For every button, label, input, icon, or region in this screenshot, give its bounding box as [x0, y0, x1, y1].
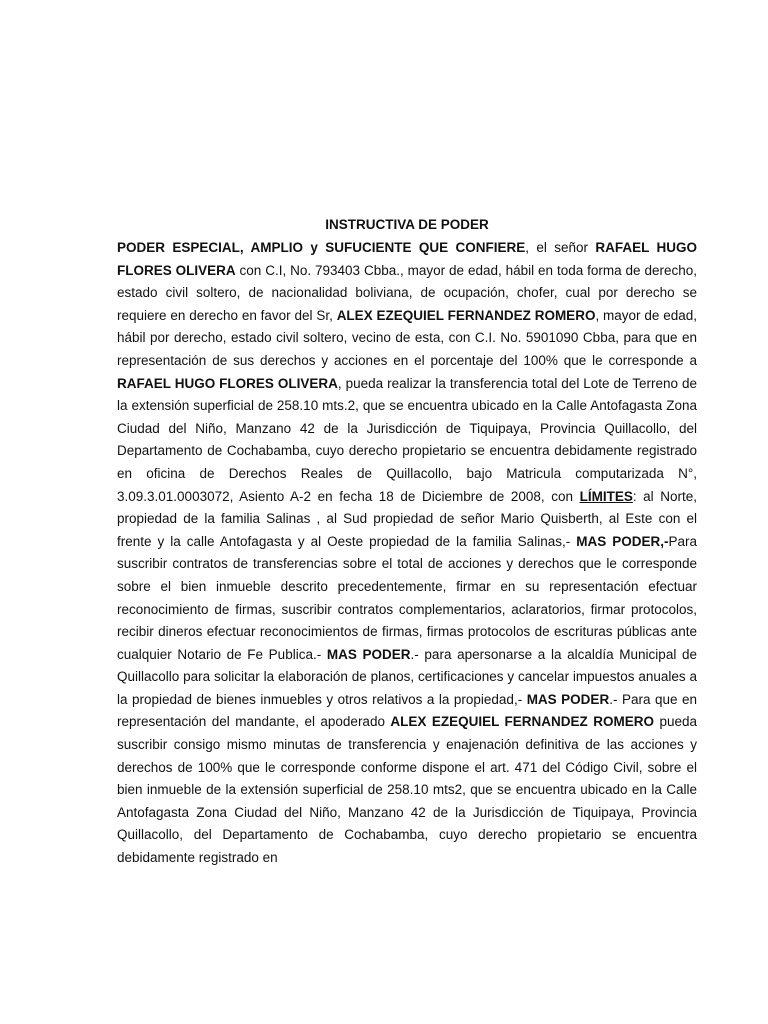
- mas-poder-heading: MAS PODER: [526, 691, 610, 707]
- text-segment: , el señor: [525, 240, 596, 255]
- grantor-name: RAFAEL HUGO FLORES OLIVERA: [117, 375, 338, 391]
- text-segment: .- para apersonarse a la alcaldía Municipal de Quillacollo para solicitar la elaboración de planos, certificaciones y cancelar impuestos anuales a la propiedad de bienes inmuebles y otros relativos a la propiedad,-: [117, 646, 697, 707]
- attorney-name: ALEX EZEQUIEL FERNANDEZ ROMERO: [336, 307, 596, 323]
- limits-heading: [580, 489, 633, 504]
- mas-poder-heading: MAS PODER,-: [576, 533, 669, 549]
- text-segment: , mayor de edad, hábil por derecho, estado civil soltero, vecino de esta, con C.I. No. 5901090 Cbba, para que en representación de sus derechos y acciones en el porcentaje del 100% que le corresponde a: [117, 307, 697, 368]
- text-segment: , pueda realizar la transferencia total del Lote de Terreno de la extensión superficial de 258.10 mts.2, que se encuentra ubicado en la Calle Antofagasta Zona Ciudad del Niño, Manzano 42 de la Jurisdicción de Tiquipaya, Provincia Quillacollo, del Departamento de Cochabamba, cuyo derecho propietario se encuentra debidamente registrado en oficina de Derechos Reales de Quillacollo, bajo Matricula computarizada N°, 3.09.3.01.0003072, Asiento A-2 en fecha 18 de Diciembre de 2008, con: [117, 375, 698, 504]
- document-title: INSTRUCTIVA DE PODER: [325, 217, 489, 232]
- document-body: [117, 237, 697, 870]
- text-segment: : al Norte, propiedad de la familia Salinas , al Sud propiedad de señor Mario Quisberth, al Este con el frente y la calle Antofagasta y al Oeste propiedad de la familia Salinas,-: [117, 488, 697, 549]
- grantor-name: RAFAEL HUGO FLORES OLIVERA: [117, 240, 698, 278]
- mas-poder-heading: MAS PODER: [326, 646, 411, 662]
- attorney-name: ALEX EZEQUIEL FERNANDEZ ROMERO: [390, 714, 655, 730]
- text-segment: .- Para que en representación del mandante, el apoderado: [117, 691, 697, 730]
- text-segment: con C.I, No. 793403 Cbba., mayor de edad, hábil en toda forma de derecho, estado civil soltero, de nacionalidad boliviana, de ocupación, chofer, cual por derecho se requiere en derecho en favor del Sr,: [117, 262, 697, 323]
- text-segment: Para suscribir contratos de transferencias sobre el total de acciones y derechos que le corresponde sobre el bien inmueble descrito precedentemente, firmar en su representación efectuar reconocimiento de firmas, suscribir contratos complementarios, aclaratorios, firmar protocolos, recibir dineros efectuar reconocimientos de firmas, firmas protocolos de escrituras públicas ante cualquier Notario de Fe Publica.-: [117, 533, 697, 662]
- limits-heading-text: LÍMITES: [579, 488, 633, 504]
- text-segment: PODER ESPECIAL, AMPLIO y SUFUCIENTE QUE CONFIERE: [117, 240, 526, 255]
- text-segment: pueda suscribir consigo mismo minutas de transferencia y enajenación definitiva de las acciones y derechos de 100% que le corresponde conforme dispone el art. 471 del Código Civil, sobre el bien inmueble de la extensión superficial de 258.10 mts2, que se encuentra ubicado en la Calle Antofagasta Zona Ciudad del Niño, Manzano 42 de la Jurisdicción de Tiquipaya, Provincia Quillacollo, del Departamento de Cochabamba, cuyo derecho propietario se encuentra debidamente registrado en: [117, 714, 697, 866]
